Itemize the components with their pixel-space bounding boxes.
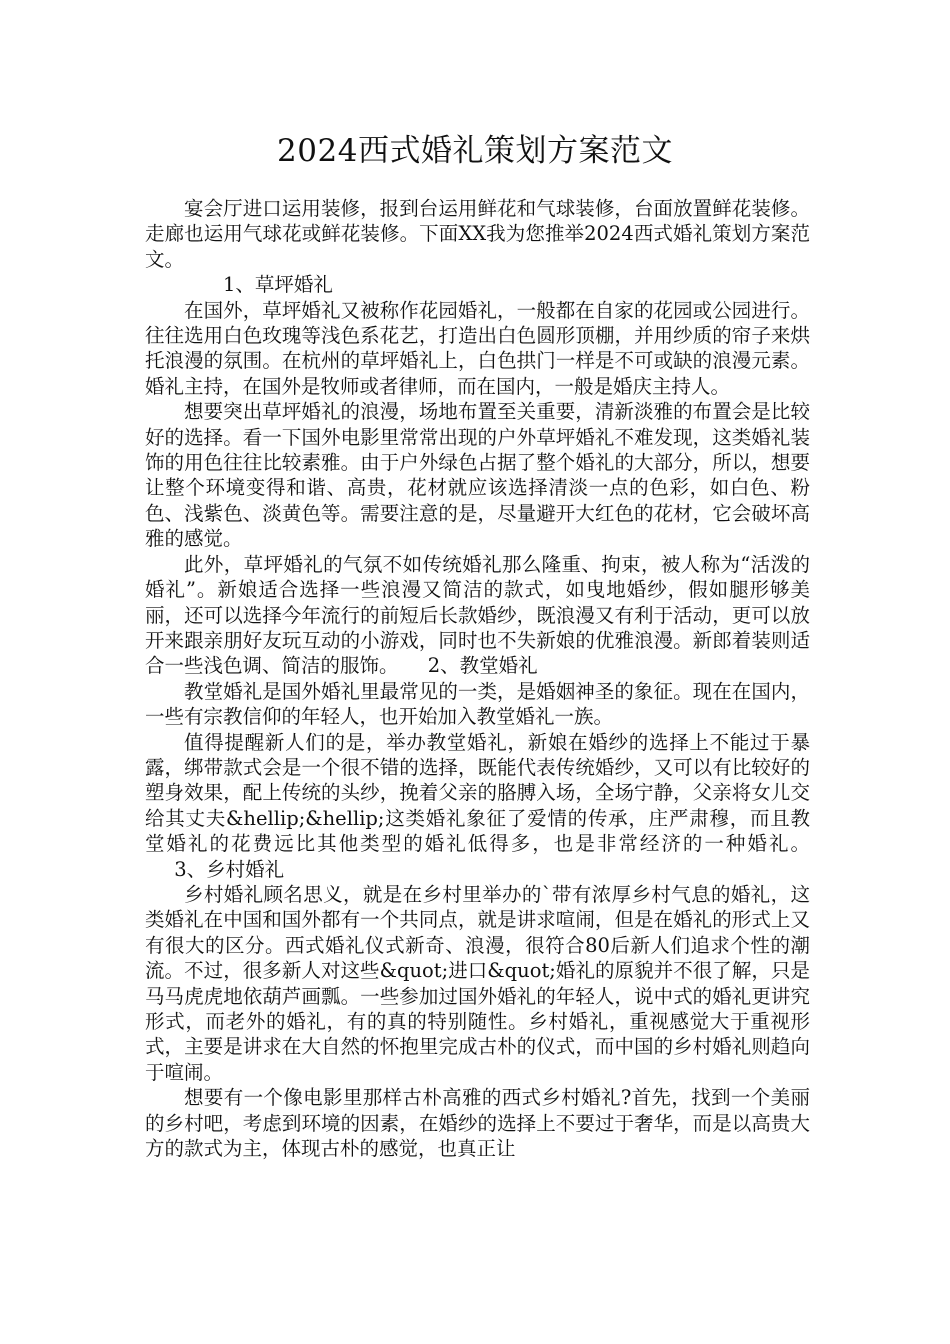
body-paragraph: 在国外，草坪婚礼又被称作花园婚礼，一般都在自家的花园或公园进行。往往选用白色玫瑰等浅色系花艺，打造出白色圆形顶棚，并用纱质的帘子来烘托浪漫的氛围。在杭州的草坪婚礼上，白色拱门一样是不可或缺的浪漫元素。婚礼主持，在国外是牧师或者律师，而在国内，一般是婚庆主持人。 bbox=[145, 298, 810, 398]
section-heading-country-wedding: 3、乡村婚礼 bbox=[174, 857, 285, 881]
section-heading-lawn-wedding: 1、草坪婚礼 bbox=[223, 273, 333, 297]
body-paragraph bbox=[145, 552, 810, 679]
body-paragraph bbox=[145, 730, 810, 882]
body-paragraph: 乡村婚礼顾名思义，就是在乡村里举办的`带有浓厚乡村气息的婚礼，这类婚礼在中国和国外都有一个共同点，就是讲求喧闹，但是在婚礼的形式上又有很大的区分。西式婚礼仪式新奇、浪漫，很符合80后新人们追求个性的潮流。不过，很多新人对这些&quot;进口&quot;婚礼的原貌并不很了解，只是马马虎虎地依葫芦画瓢。一些参加过国外婚礼的年轻人，说中式的婚礼更讲究形式，而老外的婚礼，有的真的特别随性。乡村婚礼，重视感觉大于重视形式，主要是讲求在大自然的怀抱里完成古朴的仪式，而中国的乡村婚礼则趋向于喧闹。 bbox=[145, 882, 810, 1084]
document-title: 2024西式婚礼策划方案范文 bbox=[277, 133, 673, 169]
document-body bbox=[145, 196, 810, 1161]
intro-paragraph: 宴会厅进口运用装修，报到台运用鲜花和气球装修，台面放置鲜花装修。走廊也运用气球花或鲜花装修。下面XX我为您推举2024西式婚礼策划方案范文。 bbox=[145, 197, 810, 271]
paragraph-text: 此外，草坪婚礼的气氛不如传统婚礼那么隆重、拘束，被人称为“活泼的婚礼”。新娘适合选择一些浪漫又简洁的款式，如曳地婚纱，假如腿形够美丽，还可以选择今年流行的前短后长款婚纱，既浪漫又有利于活动，更可以放开来跟亲朋好友玩互动的小游戏，同时也不失新娘的优雅浪漫。新郎着装则适合一些浅色调、简洁的服饰。 bbox=[145, 552, 810, 678]
paragraph-text: 值得提醒新人们的是，举办教堂婚礼，新娘在婚纱的选择上不能过于暴露，绑带款式会是一个很不错的选择，既能代表传统婚纱，又可以有比较好的塑身效果，配上传统的头纱，挽着父亲的胳膊入场，全场宁静，父亲将女儿交给其丈夫&hellip;&hellip;这类婚礼象征了爱情的传承，庄严肃穆，而且教堂婚礼的花费远比其他类型的婚礼低得多，也是非常经济的一种婚礼。 bbox=[145, 730, 810, 856]
body-paragraph: 想要有一个像电影里那样古朴高雅的西式乡村婚礼?首先，找到一个美丽的乡村吧，考虑到环境的因素，在婚纱的选择上不要过于奢华，而是以高贵大方的款式为主，体现古朴的感觉，也真正让 bbox=[145, 1086, 810, 1161]
body-paragraph: 想要突出草坪婚礼的浪漫，场地布置至关重要，清新淡雅的布置会是比较好的选择。看一下国外电影里常常出现的户外草坪婚礼不难发现，这类婚礼装饰的用色往往比较素雅。由于户外绿色占据了整个婚礼的大部分，所以，想要让整个环境变得和谐、高贵，花材就应该选择清淡一点的色彩，如白色、粉色、浅紫色、淡黄色等。需要注意的是，尽量避开大红色的花材，它会破坏高雅的感觉。 bbox=[145, 400, 810, 551]
body-paragraph: 教堂婚礼是国外婚礼里最常见的一类，是婚姻神圣的象征。现在在国内，一些有宗教信仰的年轻人，也开始加入教堂婚礼一族。 bbox=[145, 679, 810, 729]
section-heading-church-wedding: 2、教堂婚礼 bbox=[427, 654, 538, 678]
